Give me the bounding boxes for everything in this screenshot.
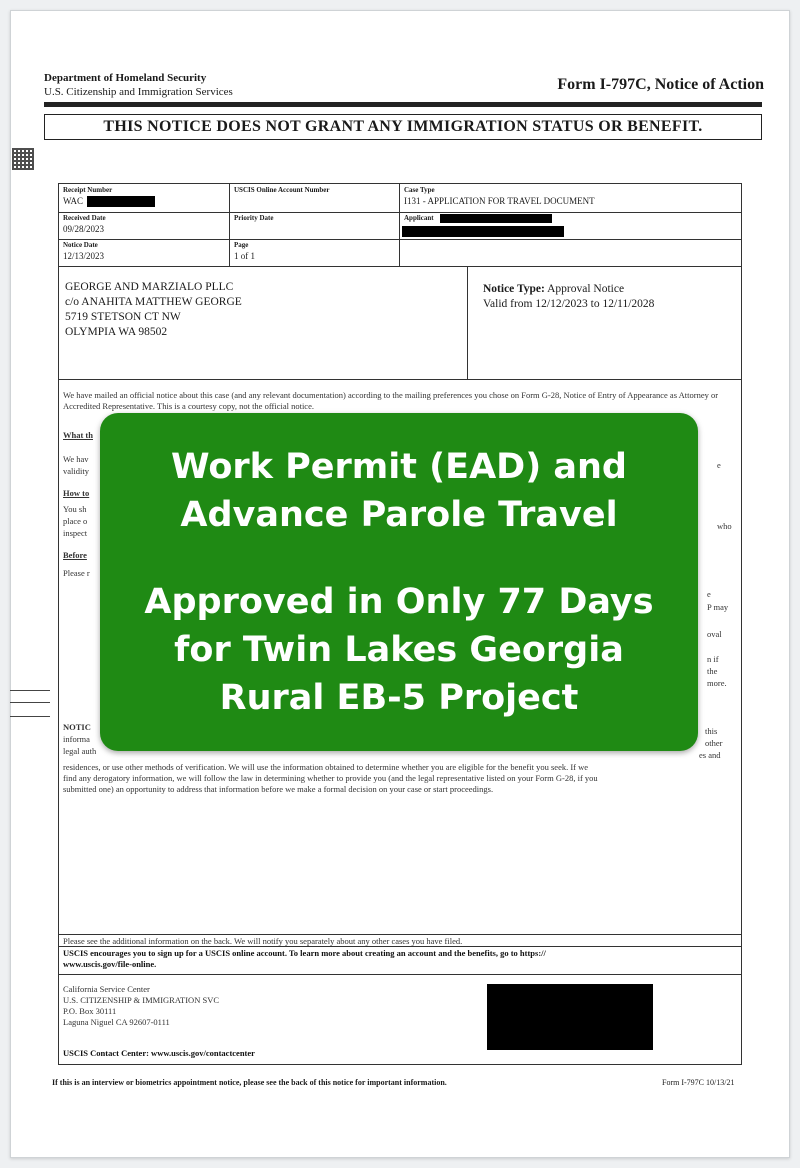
case-type-cell: Case Type I131 - APPLICATION FOR TRAVEL DOCUMENT bbox=[399, 184, 742, 212]
page-number: 1 of 1 bbox=[234, 251, 255, 261]
notice-type: Notice Type: Approval Notice Valid from 12/12/2023 to 12/11/2028 bbox=[483, 283, 655, 310]
received-date-cell: Received Date 09/28/2023 bbox=[63, 214, 106, 234]
mailing-address: GEORGE AND MARZIALO PLLC c/o ANAHITA MATTHEW GEORGE 5719 STETSON CT NW OLYMPIA WA 98502 bbox=[65, 281, 242, 338]
promo-overlay bbox=[100, 413, 698, 751]
form-title: Form I-797C, Notice of Action bbox=[557, 76, 764, 93]
redaction bbox=[487, 984, 653, 1050]
notice-table: Receipt Number WAC USCIS Online Account Number Case Type I131 - APPLICATION FOR TRAVEL DOCUMENT Received Date 09/28/2023 Priority Date Applicant Notice Date 12/13/2023 Page 1 of 1 GEORGE AND MARZIALO PLLC c/o ANAHITA MATTHEW GEORGE 5719 STETSON CT NW OLYMPIA WA 98502 Notice Type: Approval Notice Valid from 12/12/2023 to 12/11/2028 We have mailed an official notice about this case (and any relevant documentation) according to the mailing preferences you chose on Form G-28, Notice of Entry of Appearance as Attorney or Accredited Representative. This is a courtesy copy, not the official notice. What th We hav validity How to You sh place o inspect Before Please r e who e P may oval n if the more. NOTIC informa legal auth this other es and residences, or use other methods of verification. We will use the information obtained to determine whether you are eligible for the benefit you seek. If we find any derogatory information, we will follow the law in determining whether to provide you (and the legal representative listed on your Form G-28, if you submitted one) an opportunity to address that information before we make a formal decision on your case or start proceedings. Please see the additional information on the back. We will notify you separately about any other cases you have filed. USCIS encourages you to sign up for a USCIS online account. To learn more about creating an account and the benefits, go to https:// www.uscis.gov/file-online. California Service Center U.S. CITIZENSHIP & IMMIGRATION SVC P.O. Box 30111 Laguna Niguel CA 92607-0111 USCIS Contact Center: www.uscis.gov/contactcenter bbox=[58, 183, 742, 1065]
courtesy-paragraph: We have mailed an official notice about this case (and any relevant documentation) according to the mailing preferences you chose on Form G-28, Notice of Entry of Appearance as Attorney or Accredited Representative. This is a courtesy copy, not the official notice. bbox=[63, 390, 719, 411]
additional-info: Please see the additional information on the back. We will notify you separately about any other cases you have filed. bbox=[63, 936, 463, 946]
online-account-note: USCIS encourages you to sign up for a USCIS online account. To learn more about creating an account and the benefits, go to https:// www.uscis.gov/file-online. bbox=[63, 948, 546, 969]
page-cell: Page 1 of 1 bbox=[229, 239, 400, 266]
service-center-address: California Service Center U.S. CITIZENSHIP & IMMIGRATION SVC P.O. Box 30111 Laguna Niguel CA 92607-0111 bbox=[63, 984, 219, 1027]
department-name: Department of Homeland Security bbox=[44, 72, 207, 84]
case-type: I131 - APPLICATION FOR TRAVEL DOCUMENT bbox=[404, 196, 595, 206]
overlay-subheadline: Approved in Only 77 Days for Twin Lakes Georgia Rural EB-5 Project bbox=[144, 582, 654, 718]
online-account-cell: USCIS Online Account Number bbox=[229, 184, 400, 212]
agency-name: U.S. Citizenship and Immigration Services bbox=[44, 86, 233, 98]
status-banner: THIS NOTICE DOES NOT GRANT ANY IMMIGRATION STATUS OR BENEFIT. bbox=[44, 114, 762, 140]
margin-tick bbox=[10, 702, 50, 703]
priority-date-cell: Priority Date bbox=[229, 212, 400, 239]
redaction bbox=[440, 214, 552, 223]
margin-tick bbox=[10, 690, 50, 691]
contact-center: USCIS Contact Center: www.uscis.gov/contactcenter bbox=[63, 1048, 255, 1058]
form-code: Form I-797C 10/13/21 bbox=[662, 1078, 735, 1087]
header-rule bbox=[44, 102, 762, 107]
receipt-number: WAC bbox=[63, 196, 83, 206]
redaction bbox=[402, 226, 564, 237]
overlay-headline: Work Permit (EAD) and Advance Parole Travel bbox=[171, 447, 627, 535]
received-date: 09/28/2023 bbox=[63, 224, 105, 234]
notice-date-cell: Notice Date 12/13/2023 bbox=[63, 241, 105, 261]
validity-dates: Valid from 12/12/2023 to 12/11/2028 bbox=[483, 298, 655, 310]
receipt-cell: Receipt Number WAC bbox=[59, 184, 229, 212]
margin-tick bbox=[10, 716, 50, 717]
barcode-icon bbox=[12, 148, 34, 170]
footer-note: If this is an interview or biometrics appointment notice, please see the back of this notice for important information. bbox=[52, 1078, 447, 1087]
redaction bbox=[87, 196, 155, 207]
applicant-cell: Applicant bbox=[399, 212, 742, 239]
derogatory-paragraph: residences, or use other methods of verification. We will use the information obtained to determine whether you are eligible for the benefit you seek. If we find any derogatory information, we will follow the law in determining whether to provide you (and the legal representative listed on your Form G-28, if you submitted one) an opportunity to address that information before we make a formal decision on your case or start proceedings. bbox=[63, 762, 598, 794]
blank-cell bbox=[399, 239, 742, 266]
address-divider bbox=[467, 266, 468, 379]
notice-date: 12/13/2023 bbox=[63, 251, 105, 261]
